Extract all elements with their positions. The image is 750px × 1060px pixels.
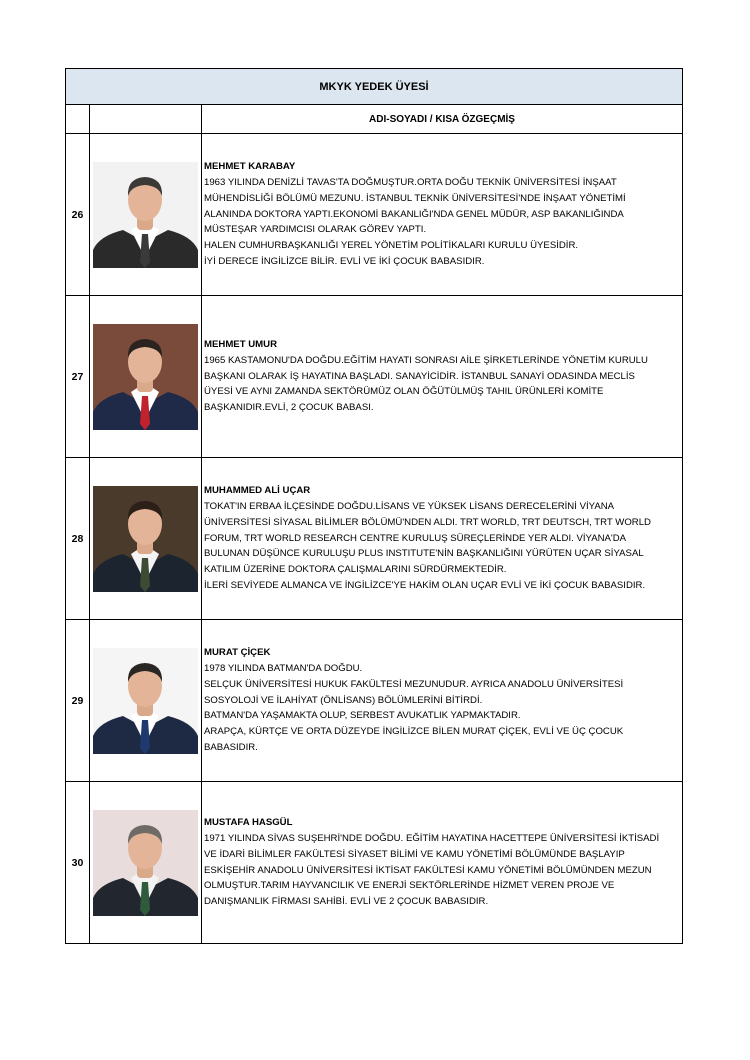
member-number: 27	[66, 296, 90, 458]
member-name: MEHMET UMUR	[204, 339, 278, 350]
member-photo	[93, 486, 198, 592]
member-name: MURAT ÇİÇEK	[204, 647, 271, 659]
member-bio	[202, 458, 683, 620]
member-bio	[202, 782, 683, 944]
member-bio-text: 1963 YILINDA DENİZLİ TAVAS'TA DOĞMUŞTUR.ORTA DOĞU TEKNİK ÜNİVERSİTESİ İNŞAAT MÜHENDİSLİĞİ BÖLÜMÜ MEZUNU. İSTANBUL TEKNİK ÜNİVERSİTESİ'NDE İNŞAAT YÖNETİMİ ALANINDA DOKTORA YAPTI.EKONOMİ BAKANLIĞI'NDA GENEL MÜDÜR, ASP BAKANLIĞINDA MÜSTEŞAR YARDIMCISI OLARAK GÖREV YAPTI. HALEN CUMHURBAŞKANLIĞI YEREL YÖNETİM POLİTİKALARI KURULU ÜYESİDİR. İYİ DERECE İNGİLİZCE BİLİR. EVLİ VE İKİ ÇOCUK BABASIDIR.	[204, 177, 626, 267]
member-number: 26	[66, 134, 90, 296]
member-photo	[93, 810, 198, 916]
member-bio-text: TOKAT'IN ERBAA İLÇESİNDE DOĞDU.LİSANS VE YÜKSEK LİSANS DERECELERİNİ VİYANA ÜNİVERSİTESİ SİYASAL BİLİMLER BÖLÜMÜ'NDEN ALDI. TRT WORLD, TRT DEUTSCH, TRT WORLD FORUM, TRT WORLD RESEARCH CENTRE KURULUŞ SÜREÇLERİNDE YER ALDI. VİYANA'DA BULUNAN DÜŞÜNCE KURULUŞU PLUS INSTITUTE'NİN BAŞKANLIĞINI YÜRÜTEN UÇAR SİYASAL KATILIM ÜZERİNE DOKTORA ÇALIŞMALARINI SÜRDÜRMEKTEDİR. İLERİ SEVİYEDE ALMANCA VE İNGİLİZCE'YE HAKİM OLAN UÇAR EVLİ VE İKİ ÇOCUK BABASIDIR.	[204, 501, 651, 591]
member-row-29	[66, 620, 683, 782]
member-row-26	[66, 134, 683, 296]
member-photo-cell	[90, 620, 202, 782]
member-bio	[202, 134, 683, 296]
member-number: 30	[66, 782, 90, 944]
table-title: MKYK YEDEK ÜYESİ	[66, 69, 683, 105]
member-photo-cell	[90, 296, 202, 458]
member-bio	[202, 620, 683, 782]
member-bio-text: 1965 KASTAMONU'DA DOĞDU.EĞİTİM HAYATI SONRASI AİLE ŞİRKETLERİNDE YÖNETİM KURULU BAŞKANI OLARAK İŞ HAYATINA BAŞLADI. SANAYİCİDİR. İSTANBUL SANAYİ ODASINDA MECLİS ÜYESİ VE AYNI ZAMANDA SEKTÖRÜMÜZ OLAN ÖĞÜTÜLMÜŞ TAHIL ÜRÜNLERİ KOMİTE BAŞKANIDIR.EVLİ, 2 ÇOCUK BABASI.	[204, 354, 648, 414]
member-number: 28	[66, 458, 90, 620]
member-name: MUSTAFA HASGÜL	[204, 817, 293, 829]
member-bio-text: 1978 YILINDA BATMAN'DA DOĞDU. SELÇUK ÜNİVERSİTESİ HUKUK FAKÜLTESİ MEZUNUDUR. AYRICA ANADOLU ÜNİVERSİTESİ SOSYOLOJİ VE İLAHİYAT (ÖNLİSANS) BÖLÜMLERİNİ BİTİRDİ. BATMAN'DA YAŞAMAKTA OLUP, SERBEST AVUKATLIK YAPMAKTADIR. ARAPÇA, KÜRTÇE VE ORTA DÜZEYDE İNGİLİZCE BİLEN MURAT ÇİÇEK, EVLİ VE ÜÇ ÇOCUK BABASIDIR.	[204, 663, 624, 753]
member-row-28	[66, 458, 683, 620]
header-number-cell	[66, 105, 90, 134]
member-photo-cell	[90, 134, 202, 296]
member-photo-cell	[90, 782, 202, 944]
member-photo	[93, 648, 198, 754]
member-photo	[93, 162, 198, 268]
member-name: MEHMET KARABAY	[204, 161, 296, 173]
member-rows	[66, 134, 683, 944]
header-bio-label: ADI-SOYADI / KISA ÖZGEÇMİŞ	[202, 105, 683, 134]
member-name: MUHAMMED ALİ UÇAR	[204, 485, 311, 497]
member-number: 29	[66, 620, 90, 782]
member-photo	[93, 324, 198, 430]
member-bio-text: 1971 YILINDA SİVAS SUŞEHRİ'NDE DOĞDU. EĞİTİM HAYATINA HACETTEPE ÜNİVERSİTESİ İKTİSADİ VE İDARİ BİLİMLER FAKÜLTESİ SİYASET BİLİMİ VE KAMU YÖNETİMİ BÖLÜMÜNDE BAŞLAYIP ESKİŞEHİR ANADOLU ÜNİVERSİTESİ İKTİSAT FAKÜLTESİ KAMU YÖNETİMİ BÖLÜMÜNDEN MEZUN OLMUŞTUR.TARIM HAYVANCILIK VE ENERJİ SEKTÖRLERİNDE HİZMET VEREN PROJE VE DANIŞMANLIK FİRMASI SAHİBİ. EVLİ VE 2 ÇOCUK BABASIDIR.	[204, 832, 660, 908]
member-bio	[202, 296, 683, 458]
member-row-27	[66, 296, 683, 458]
members-table	[65, 68, 683, 944]
member-photo-cell	[90, 458, 202, 620]
member-row-30	[66, 782, 683, 944]
header-photo-cell	[90, 105, 202, 134]
